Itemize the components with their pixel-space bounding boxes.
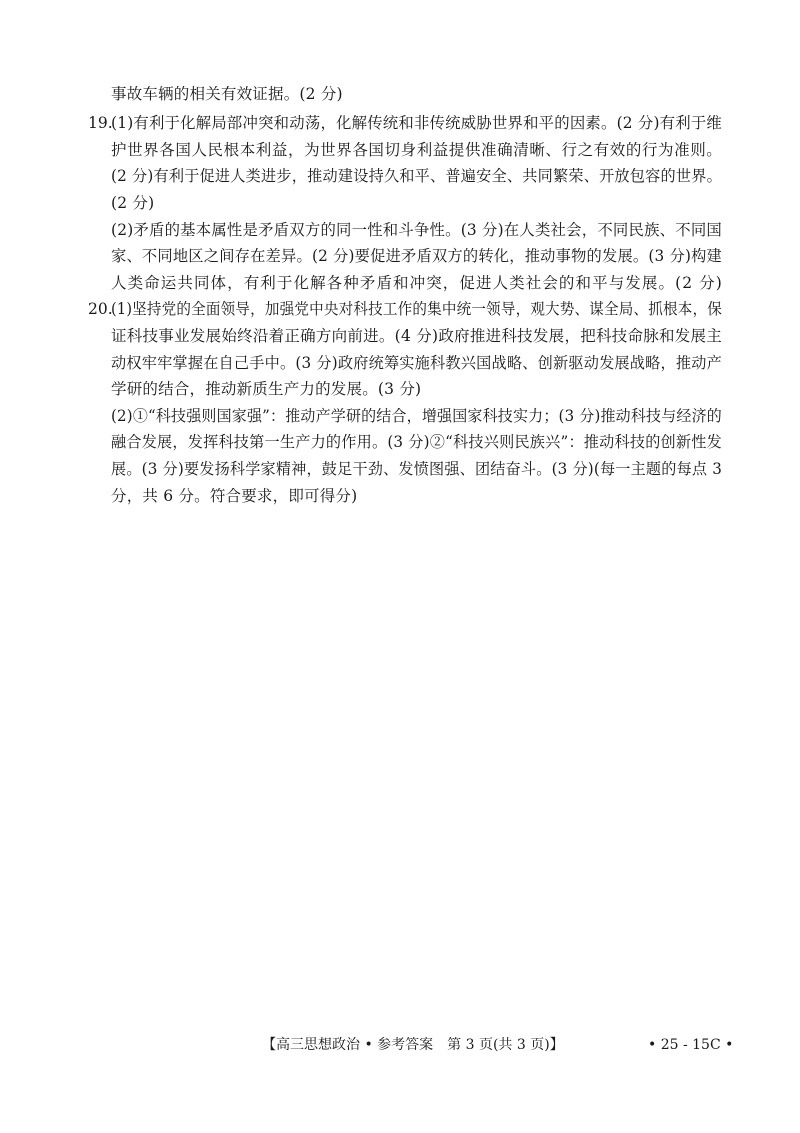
question-number: 20.	[88, 300, 113, 318]
text-line: 展。(3 分)要发扬科学家精神，鼓足干劲、发愤图强、团结奋斗。(3 分)(每一主题的每点 3	[111, 460, 723, 478]
text-line: 事故车辆的相关有效证据。(2 分)	[111, 85, 343, 103]
text-line: (2)①“科技强则国家强”：推动产学研的结合，增强国家科技实力；(3 分)推动科技与经济的	[111, 407, 722, 425]
text-line: (1)坚持党的全面领导，加强党中央对科技工作的集中统一领导，观大势、谋全局、抓根本，保	[111, 300, 723, 318]
question-number: 19.	[88, 114, 113, 132]
page-footer-code: • 25 - 15C •	[648, 1037, 734, 1053]
text-line: (2)矛盾的基本属性是矛盾双方的同一性和斗争性。(3 分)在人类社会，不同民族、不同国	[111, 221, 723, 239]
text-line: 融合发展，发挥科技第一生产力的作用。(3 分)②“科技兴则民族兴”：推动科技的创新性发	[111, 433, 722, 451]
text-line: 家、不同地区之间存在差异。(2 分)要促进矛盾双方的转化，推动事物的发展。(3 分)构建	[111, 247, 723, 265]
text-line: 分，共 6 分。符合要求，即可得分)	[111, 487, 358, 505]
text-line: (1)有利于化解局部冲突和动荡，化解传统和非传统威胁世界和平的因素。(2 分)有利于维	[111, 114, 723, 132]
text-line: 护世界各国人民根本利益，为世界各国切身利益提供准确清晰、行之有效的行为准则。	[111, 141, 723, 159]
text-line: (2 分)	[111, 194, 155, 212]
text-line: 人类命运共同体，有利于化解各种矛盾和冲突，促进人类社会的和平与发展。(2 分)	[111, 274, 723, 292]
text-line: 证科技事业发展始终沿着正确方向前进。(4 分)政府推进科技发展，把科技命脉和发展主	[111, 327, 723, 345]
text-line: 学研的结合，推动新质生产力的发展。(3 分)	[111, 380, 422, 398]
text-line: (2 分)有利于促进人类进步，推动建设持久和平、普遍安全、共同繁荣、开放包容的世界。	[111, 167, 722, 185]
text-line: 动权牢牢掌握在自己手中。(3 分)政府统筹实施科教兴国战略、创新驱动发展战略，推动产	[111, 354, 722, 372]
page-footer-title: 【高三思想政治 • 参考答案 第 3 页(共 3 页)】	[262, 1037, 564, 1053]
